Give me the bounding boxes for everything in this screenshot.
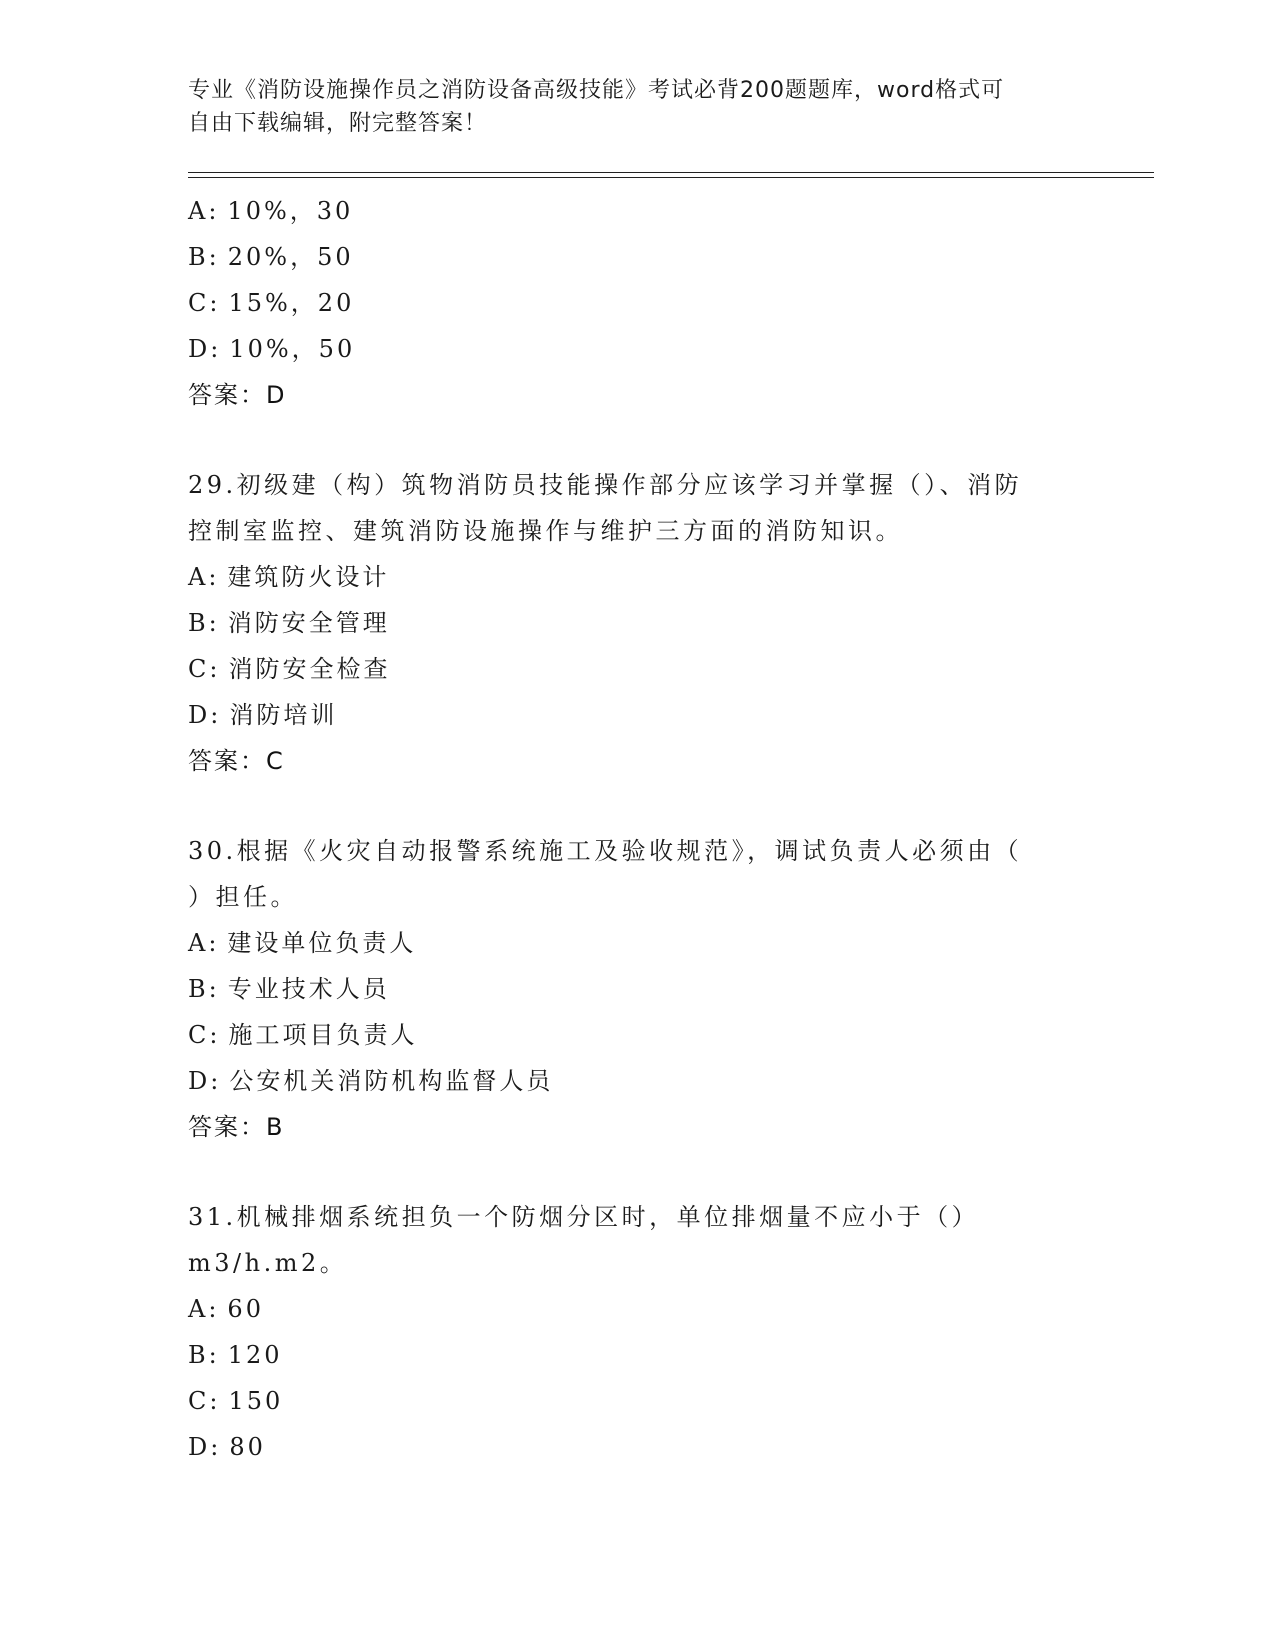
question-text (188, 462, 1068, 554)
option-a: A: 建设单位负责人 (188, 929, 417, 957)
question-text (188, 1194, 1068, 1286)
header-divider-bottom (188, 177, 1154, 178)
answer-line: 答案：D (188, 381, 287, 409)
header-title-line-2: 自由下载编辑，附完整答案！ (188, 111, 488, 136)
question-text-line-2: ）担任。 (188, 883, 298, 911)
option-b: B: 专业技术人员 (188, 975, 390, 1003)
question-text-line-2: 控制室监控、建筑消防设施操作与维护三方面的消防知识。 (188, 517, 903, 545)
question-text-line-1: 30.根据《火灾自动报警系统施工及验收规范》，调试负责人必须由（ (188, 837, 1023, 865)
option-d: D: 80 (188, 1433, 266, 1461)
option-c: C: 施工项目负责人 (188, 1021, 418, 1049)
option-d: D: 10%，50 (188, 335, 356, 363)
answer-line: 答案：B (188, 1113, 285, 1141)
option-b: B: 消防安全管理 (188, 609, 390, 637)
option-a: A: 60 (188, 1295, 264, 1323)
question-text (188, 828, 1068, 920)
question-text-line-1: 31.机械排烟系统担负一个防烟分区时，单位排烟量不应小于（） (188, 1203, 980, 1231)
question-29 (188, 462, 1088, 784)
option-a: A: 建筑防火设计 (188, 563, 390, 591)
question-30 (188, 828, 1088, 1150)
question-text-line-2: m3/h.m2。 (188, 1249, 348, 1277)
question-28-continuation (188, 188, 1088, 418)
header-divider-top (188, 172, 1154, 173)
header-title-line-1: 专业《消防设施操作员之消防设备高级技能》考试必背200题题库，word格式可 (188, 78, 1005, 103)
option-d: D: 消防培训 (188, 701, 338, 729)
option-b: B: 120 (188, 1341, 283, 1369)
answer-line: 答案：C (188, 747, 285, 775)
option-c: C: 消防安全检查 (188, 655, 391, 683)
question-text-line-1: 29.初级建（构）筑物消防员技能操作部分应该学习并掌握（）、消防 (188, 471, 1023, 499)
question-list (188, 188, 1088, 1470)
option-a: A: 10%，30 (188, 197, 354, 225)
option-c: C: 150 (188, 1387, 284, 1415)
question-31 (188, 1194, 1088, 1470)
option-d: D: 公安机关消防机构监督人员 (188, 1067, 554, 1095)
option-c: C: 15%，20 (188, 289, 355, 317)
document-header (188, 74, 1088, 140)
option-b: B: 20%，50 (188, 243, 354, 271)
